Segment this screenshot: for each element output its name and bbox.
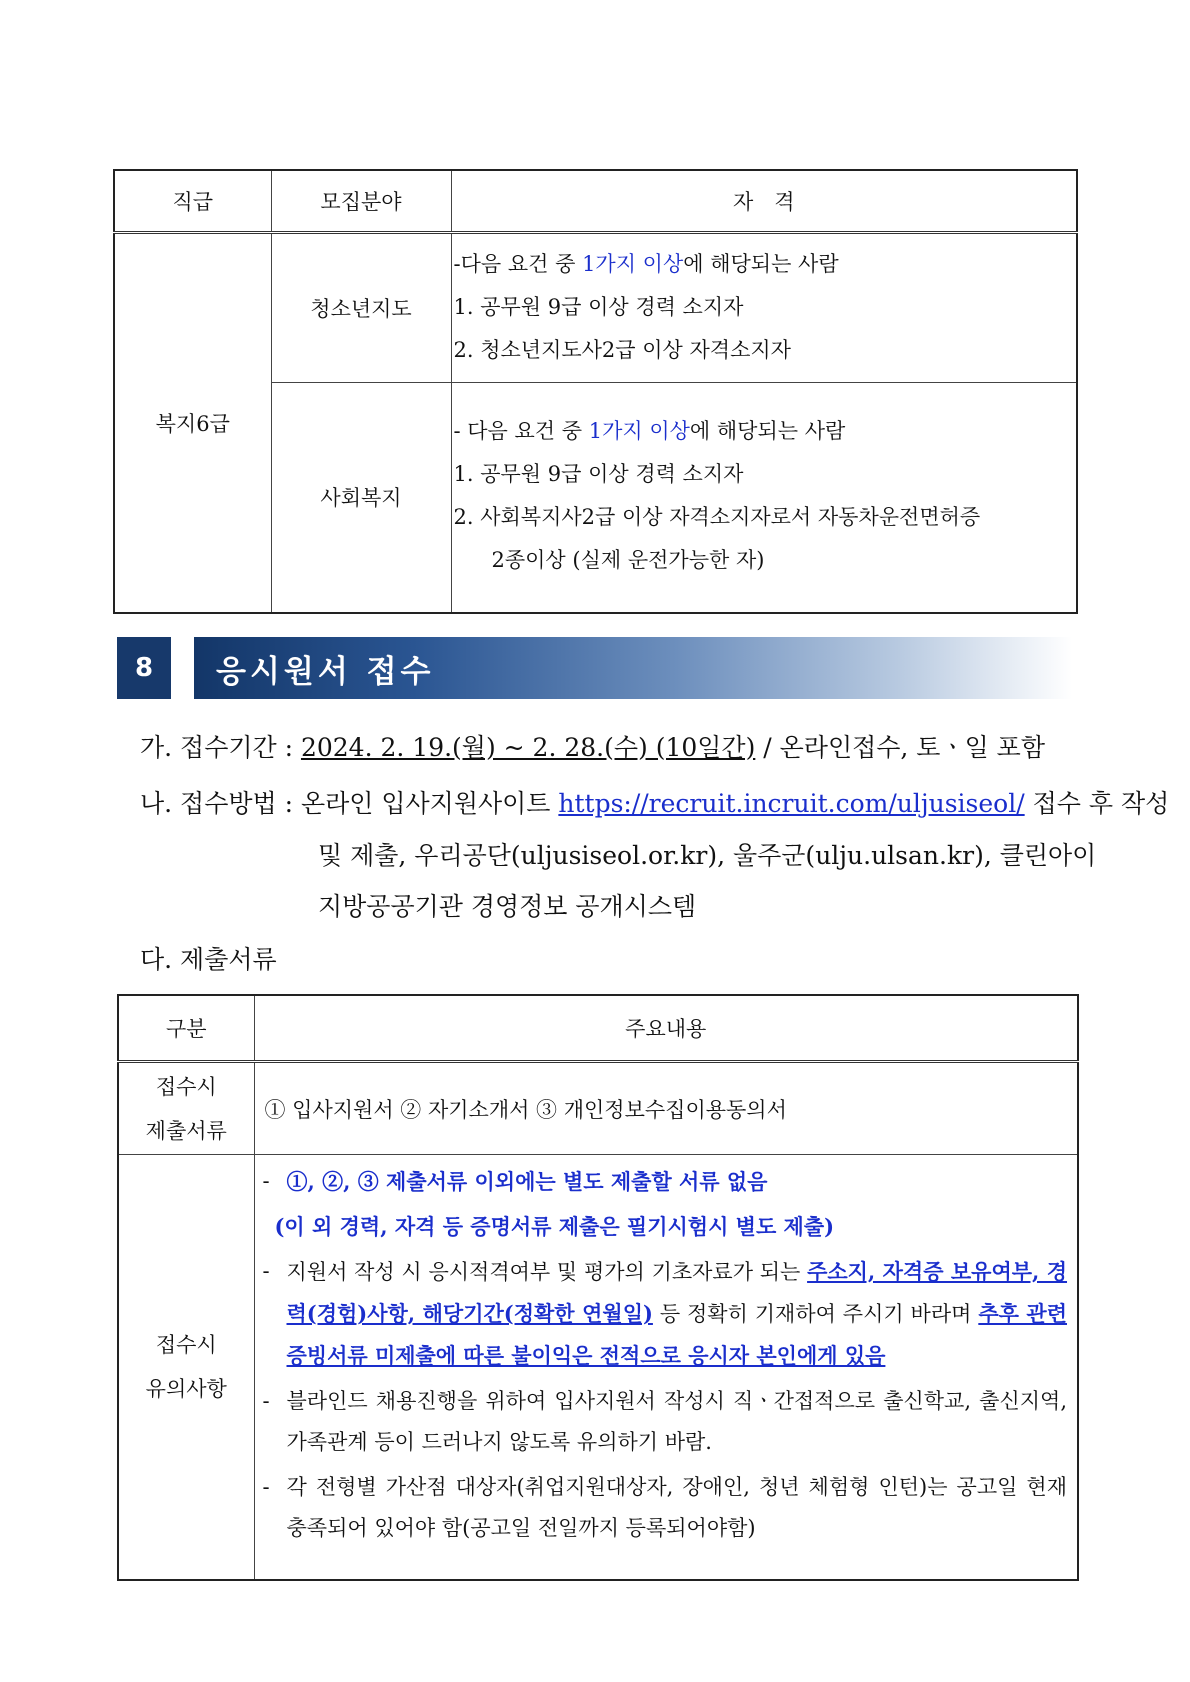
reception-method-line3: 지방공공기관 경영정보 공개시스템 (318, 892, 697, 921)
qualification-item: 2종이상 (실제 운전가능한 자) (491, 548, 765, 573)
qualification-item: 1. 공무원 9급 이상 경력 소지자 (453, 462, 744, 487)
category-cell: 접수시 유의사항 (118, 1155, 254, 1580)
note-item: - 지원서 작성 시 응시적격여부 및 평가의 기초자료가 되는 주소지, 자격증 보유여부, 경력(경험)사항, 해당기간(정확한 연월일) 등 정확히 기재하여 주시기 바라며 추후 관련 증빙서류 미제출에 따른 불이익은 전적으로 응시자 본인에게 있음 (262, 1259, 1068, 1368)
header-qualification: 자 격 (451, 170, 1077, 233)
note-item: - 블라인드 채용진행을 위하여 입사지원서 작성시 직ㆍ간접적으로 출신학교, 출신지역, 가족관계 등이 드러나지 않도록 유의하기 바람. (262, 1389, 1067, 1454)
submission-docs-label: 다. 제출서류 (140, 945, 277, 974)
note-item: - 각 전형별 가산점 대상자(취업지원대상자, 장애인, 청년 체험형 인턴)는 공고일 현재 충족되어 있어야 함(공고일 전일까지 등록되어야함) (262, 1475, 1067, 1540)
header-grade: 직급 (114, 170, 271, 233)
table-row (118, 1062, 1078, 1155)
section-number: 8 (117, 637, 171, 699)
submission-docs-table (117, 994, 1079, 1581)
header-category: 구분 (118, 995, 254, 1062)
table-header-row (118, 995, 1078, 1062)
qualification-item: 1. 공무원 9급 이상 경력 소지자 (453, 294, 744, 319)
qualification-table (113, 169, 1078, 614)
reception-method: 나. 접수방법 : 온라인 입사지원사이트 https://recruit.incruit.com/uljusiseol/ 접수 후 작성 (140, 789, 1170, 818)
header-field: 모집분야 (271, 170, 451, 233)
documents-cell: ① 입사지원서 ② 자기소개서 ③ 개인정보수집이용동의서 (254, 1062, 1078, 1155)
qualification-item: 2. 청소년지도사2급 이상 자격소지자 (453, 337, 791, 362)
notes-cell (254, 1155, 1078, 1580)
reception-method-line2: 및 제출, 우리공단(uljusiseol.or.kr), 울주군(ulju.ulsan.kr), 클린아이 (318, 841, 1097, 870)
table-header-row (114, 170, 1077, 233)
note-subitem: (이 외 경력, 자격 등 증명서류 제출은 필기시험시 별도 제출) (274, 1214, 835, 1239)
qualification-intro: -다음 요건 중 1가지 이상에 해당되는 사람 (453, 251, 839, 276)
period-value: 2024. 2. 19.(월) ~ 2. 28.(수) (10일간) (300, 733, 756, 762)
grade-cell: 복지6급 (114, 233, 271, 613)
reception-period: 가. 접수기간 : 2024. 2. 19.(월) ~ 2. 28.(수) (10일간) / 온라인접수, 토ㆍ일 포함 (140, 733, 1045, 762)
recruit-site-link[interactable]: https://recruit.incruit.com/uljusiseol/ (558, 789, 1025, 818)
table-row (114, 233, 1077, 383)
qualification-cell (451, 233, 1077, 383)
table-row (118, 1155, 1078, 1580)
section-title-bar (194, 637, 1072, 699)
qualification-item: 2. 사회복지사2급 이상 자격소지자로서 자동차운전면허증 (453, 505, 981, 530)
field-cell: 청소년지도 (271, 233, 451, 383)
qualification-intro: - 다음 요건 중 1가지 이상에 해당되는 사람 (453, 419, 846, 444)
qualification-cell (451, 383, 1077, 613)
section-title: 응시원서 접수 (216, 653, 435, 690)
field-cell: 사회복지 (271, 383, 451, 613)
category-cell: 접수시 제출서류 (118, 1062, 254, 1155)
header-content: 주요내용 (254, 995, 1078, 1062)
note-item: - ①, ②, ③ 제출서류 이외에는 별도 제출할 서류 없음 (262, 1169, 768, 1194)
